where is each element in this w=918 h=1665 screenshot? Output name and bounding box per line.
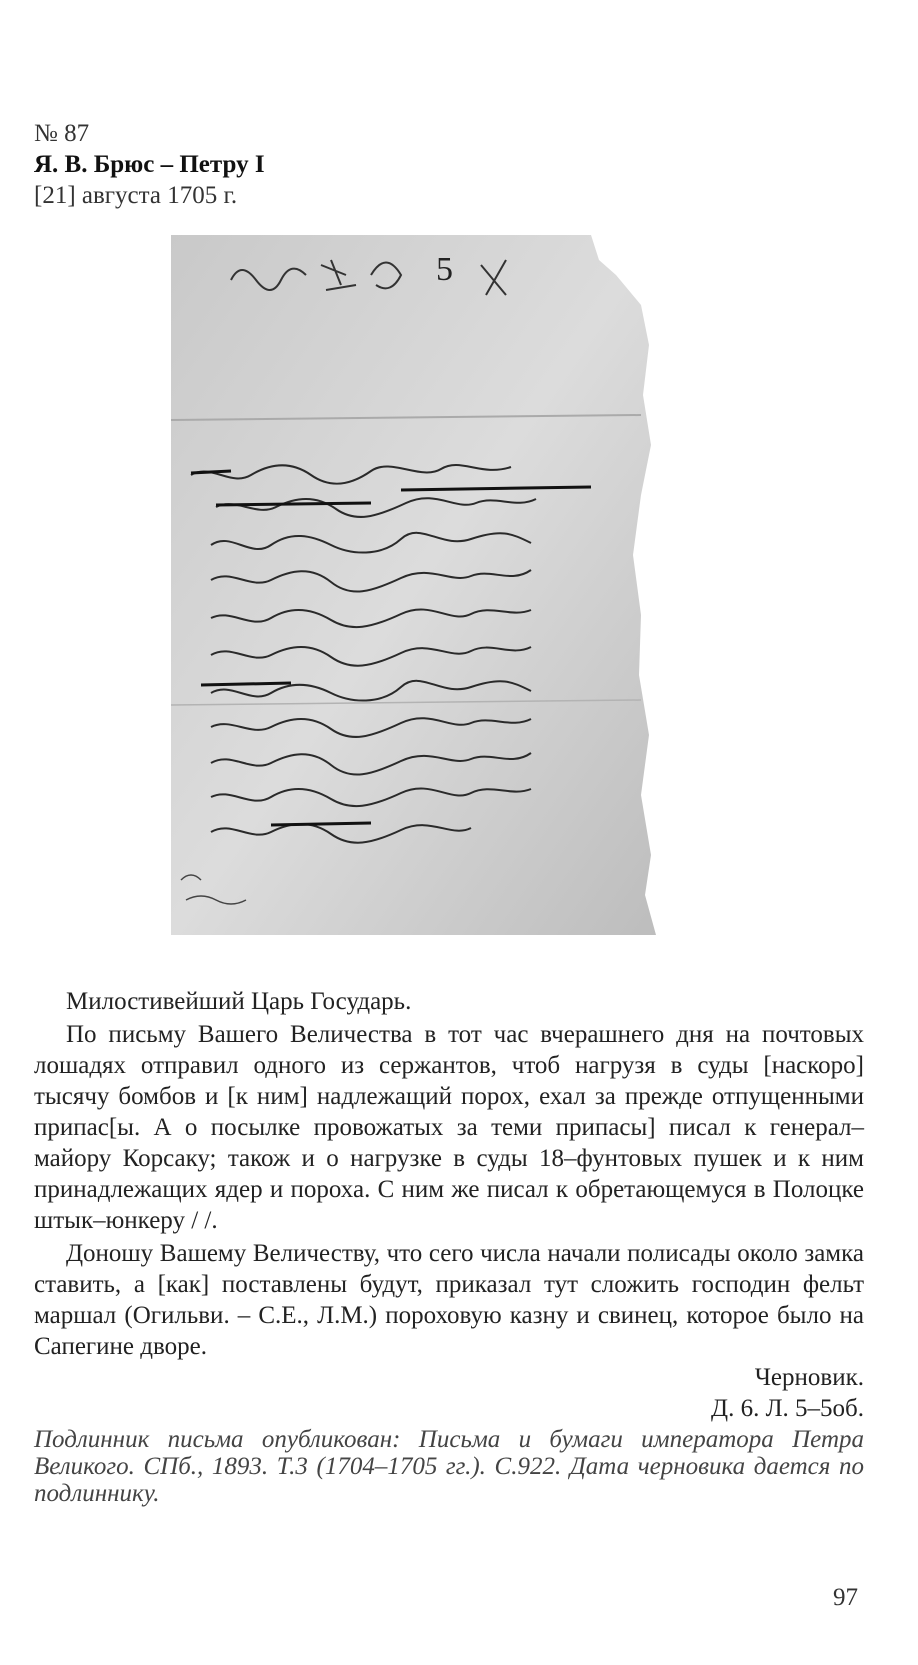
draft-note: Черновик. bbox=[754, 1364, 864, 1391]
manuscript-image bbox=[171, 235, 656, 935]
page-number: 97 bbox=[833, 1584, 858, 1611]
letter-body bbox=[34, 986, 864, 1507]
letter-paragraph-2: Доношу Вашему Величеству, что сего числа начали полисады около замка ставить, а [как] поставлены будут, приказал тут сложить господин фельт маршал (Огильви. – С.Е., Л.М.) пороховую казну и свинец, которое было на Сапегине дворе. bbox=[34, 1240, 864, 1360]
manuscript-folio-number: 5 bbox=[436, 251, 453, 288]
document-header bbox=[34, 118, 265, 211]
document-number: № 87 bbox=[34, 120, 90, 147]
document-date: [21] августа 1705 г. bbox=[34, 182, 238, 209]
manuscript-facsimile bbox=[171, 235, 656, 935]
letter-salutation: Милостивейший Царь Государь. bbox=[66, 988, 412, 1015]
letter-paragraph-1: По письму Вашего Величества в тот час вчерашнего дня на почтовых лошадях отправил одного из сержантов, чтоб нагрузя в суды [наскоро] тысячу бомбов и [к ним] надлежащий порох, ехал за прежде отпущенными припас[ы. А о посылке провожатых за теми припасы] писал к генерал–майору Корсаку; також и о нагрузке в суды 18–фунтовых пушек и к ним принадлежащих ядер и пороха. С ним же писал к обретающемуся в Полоцке штык–юнкеру / /. bbox=[34, 1021, 864, 1234]
source-note: Подлинник письма опубликован: Письма и бумаги императора Петра Великого. СПб., 1893. Т.3 (1704–1705 гг.). С.922. Дата черновика дается по подлиннику. bbox=[34, 1426, 864, 1507]
document-title: Я. В. Брюс – Петру I bbox=[34, 151, 265, 178]
archive-reference: Д. 6. Л. 5–5об. bbox=[711, 1395, 864, 1422]
